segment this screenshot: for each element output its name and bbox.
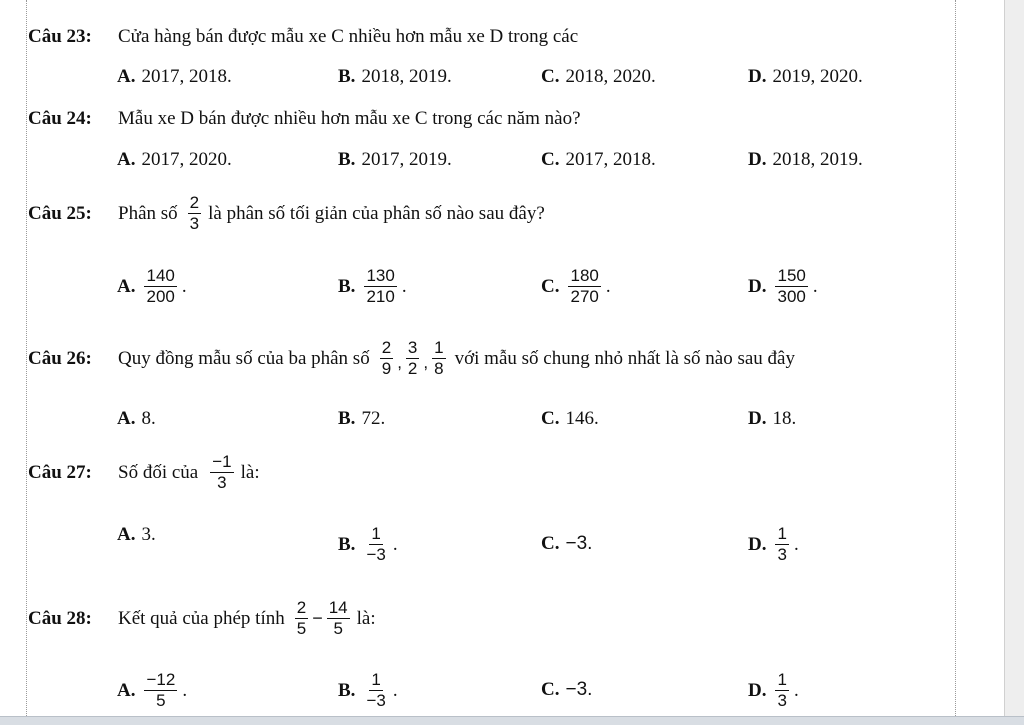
fraction	[295, 598, 308, 639]
fraction-denominator: −3	[366, 545, 386, 564]
q26-option-b[interactable]	[338, 408, 385, 430]
fraction-denominator: 5	[296, 619, 307, 638]
fraction	[210, 452, 233, 493]
q26-option-a[interactable]	[117, 408, 156, 430]
fraction-denominator: 5	[333, 619, 343, 638]
option-text: 72.	[361, 408, 386, 429]
question-label: Câu 23:	[28, 26, 92, 47]
fraction-numerator: 1	[777, 670, 787, 689]
option-letter: C.	[541, 533, 560, 554]
question-text-after: là:	[240, 461, 260, 483]
fraction-numerator: 2	[296, 598, 307, 617]
option-letter: B.	[338, 408, 356, 429]
fraction-denominator: 300	[777, 287, 806, 306]
fraction	[568, 266, 600, 307]
option-text: 2017, 2020.	[141, 149, 232, 170]
option-letter: B.	[338, 149, 356, 170]
q24-option-a[interactable]	[117, 149, 232, 171]
fraction-numerator: 1	[434, 338, 444, 357]
fraction-denominator: 5	[156, 691, 166, 710]
option-text: 3.	[141, 524, 156, 545]
option-letter: D.	[748, 275, 767, 297]
option-end: .	[392, 679, 398, 701]
option-letter: C.	[541, 408, 560, 429]
fraction-numerator: −1	[212, 452, 232, 471]
fraction-numerator: 1	[371, 670, 381, 689]
q25-option-c[interactable]	[541, 266, 611, 307]
fraction-denominator: 8	[434, 359, 444, 378]
comma: ,	[397, 353, 402, 372]
option-text: 146.	[565, 408, 599, 429]
option-end: .	[181, 275, 187, 297]
option-end: .	[182, 679, 188, 701]
option-letter: D.	[748, 66, 767, 87]
fraction	[406, 338, 419, 379]
option-letter: B.	[338, 66, 356, 87]
option-end: .	[605, 275, 611, 297]
q24-option-c[interactable]	[541, 149, 656, 171]
q26-option-c[interactable]	[541, 408, 599, 430]
question-text-before: Phân số	[118, 202, 178, 224]
question-text-after: là phân số tối giản của phân số nào sau đây?	[208, 202, 545, 224]
fraction	[775, 670, 788, 711]
option-end: .	[392, 533, 398, 555]
fraction-numerator: −12	[146, 670, 176, 689]
fraction-denominator: 210	[366, 287, 395, 306]
option-letter: C.	[541, 679, 560, 700]
fraction-denominator: 200	[146, 287, 175, 306]
question-text-before: Quy đồng mẫu số của ba phân số	[118, 347, 370, 369]
q23-option-d[interactable]	[748, 66, 863, 88]
q25-option-d[interactable]	[748, 266, 818, 307]
page-margin-right	[955, 0, 956, 716]
option-letter: A.	[117, 679, 136, 701]
fraction-denominator: 3	[189, 214, 200, 233]
q27-option-c[interactable]	[541, 533, 592, 555]
option-letter: C.	[541, 275, 560, 297]
option-text: 2017, 2018.	[141, 66, 232, 87]
q26-option-d[interactable]	[748, 408, 796, 430]
q28-option-d[interactable]	[748, 670, 799, 711]
question-text-before: Số đối của	[118, 461, 199, 483]
fraction	[364, 670, 387, 711]
option-letter: D.	[748, 408, 767, 429]
fraction-numerator: 3	[407, 338, 418, 357]
question-25	[28, 193, 545, 234]
q23-option-b[interactable]	[338, 66, 452, 88]
fraction-denominator: 3	[777, 545, 787, 564]
comma: ,	[423, 353, 429, 372]
fraction-denominator: 3	[777, 691, 787, 710]
question-label: Câu 28:	[28, 607, 92, 629]
option-letter: A.	[117, 408, 136, 429]
fraction-numerator: 2	[189, 193, 200, 212]
q27-option-d[interactable]	[748, 524, 799, 565]
minus-operator: −	[312, 608, 323, 628]
option-letter: C.	[541, 66, 560, 87]
fraction-denominator: −3	[366, 691, 386, 710]
option-letter: D.	[748, 679, 767, 701]
question-text: Cửa hàng bán được mẫu xe C nhiều hơn mẫu xe D trong các	[118, 26, 579, 47]
option-text: 2018, 2020.	[565, 66, 656, 87]
fraction	[775, 524, 788, 565]
fraction	[327, 598, 350, 639]
q27-option-b[interactable]	[338, 524, 398, 565]
question-text-after: là:	[356, 607, 376, 629]
q27-option-a[interactable]	[117, 524, 156, 546]
option-end: .	[793, 679, 799, 701]
q25-option-b[interactable]	[338, 266, 407, 307]
option-text: 2017, 2019.	[361, 149, 452, 170]
fraction-numerator: 150	[777, 266, 806, 285]
option-letter: B.	[338, 679, 356, 701]
question-27	[28, 452, 260, 493]
fraction-numerator: 140	[146, 266, 175, 285]
q23-option-a[interactable]	[117, 66, 232, 88]
question-text-before: Kết quả của phép tính	[118, 607, 285, 629]
option-letter: A.	[117, 275, 136, 297]
fraction	[432, 338, 445, 379]
fraction-numerator: 2	[381, 338, 392, 357]
option-end: .	[401, 275, 407, 297]
option-text: 2018, 2019.	[361, 66, 452, 87]
fraction	[364, 266, 396, 307]
question-23	[28, 26, 578, 48]
q24-option-d[interactable]	[748, 149, 863, 171]
question-label: Câu 24:	[28, 108, 92, 129]
option-text: −3.	[565, 533, 593, 554]
question-text: Mẫu xe D bán được nhiều hơn mẫu xe C trong các năm nào?	[118, 108, 581, 129]
page-margin-left	[26, 0, 27, 716]
option-letter: C.	[541, 149, 560, 170]
option-text: −3.	[565, 679, 593, 700]
fraction-denominator: 2	[407, 359, 418, 378]
fraction	[144, 266, 176, 307]
option-text: 2017, 2018.	[565, 149, 656, 170]
fraction	[775, 266, 807, 307]
question-text-after: với mẫu số chung nhỏ nhất là số nào sau đây	[454, 347, 795, 369]
question-26	[28, 338, 795, 379]
q28-option-a[interactable]	[117, 670, 187, 711]
fraction	[364, 524, 387, 565]
q28-option-b[interactable]	[338, 670, 398, 711]
option-letter: D.	[748, 149, 767, 170]
option-letter: A.	[117, 524, 136, 545]
question-label: Câu 26:	[28, 347, 92, 369]
window-right-gutter	[1004, 0, 1024, 724]
option-end: .	[793, 533, 799, 555]
fraction-numerator: 130	[366, 266, 395, 285]
option-letter: A.	[117, 66, 136, 87]
fraction-numerator: 180	[570, 266, 599, 285]
fraction-denominator: 3	[217, 473, 227, 492]
option-text: 2019, 2020.	[772, 66, 863, 87]
q28-option-c[interactable]	[541, 679, 592, 701]
option-letter: D.	[748, 533, 767, 555]
fraction-numerator: 1	[371, 524, 381, 543]
option-letter: B.	[338, 533, 356, 555]
q24-option-b[interactable]	[338, 149, 452, 171]
q23-option-c[interactable]	[541, 66, 656, 88]
fraction-numerator: 1	[777, 524, 787, 543]
fraction-denominator: 9	[381, 359, 392, 378]
option-text: 18.	[772, 408, 797, 429]
question-label: Câu 27:	[28, 461, 92, 483]
option-text: 2018, 2019.	[772, 149, 863, 170]
option-letter: B.	[338, 275, 356, 297]
fraction	[380, 338, 393, 379]
fraction-numerator: 14	[328, 598, 348, 617]
fraction-denominator: 270	[570, 287, 599, 306]
option-text: 8.	[141, 408, 156, 429]
fraction	[188, 193, 201, 234]
question-24	[28, 108, 581, 130]
question-28	[28, 598, 376, 639]
question-label: Câu 25:	[28, 202, 92, 224]
q25-option-a[interactable]	[117, 266, 187, 307]
fraction	[144, 670, 177, 711]
option-letter: A.	[117, 149, 136, 170]
option-end: .	[812, 275, 818, 297]
